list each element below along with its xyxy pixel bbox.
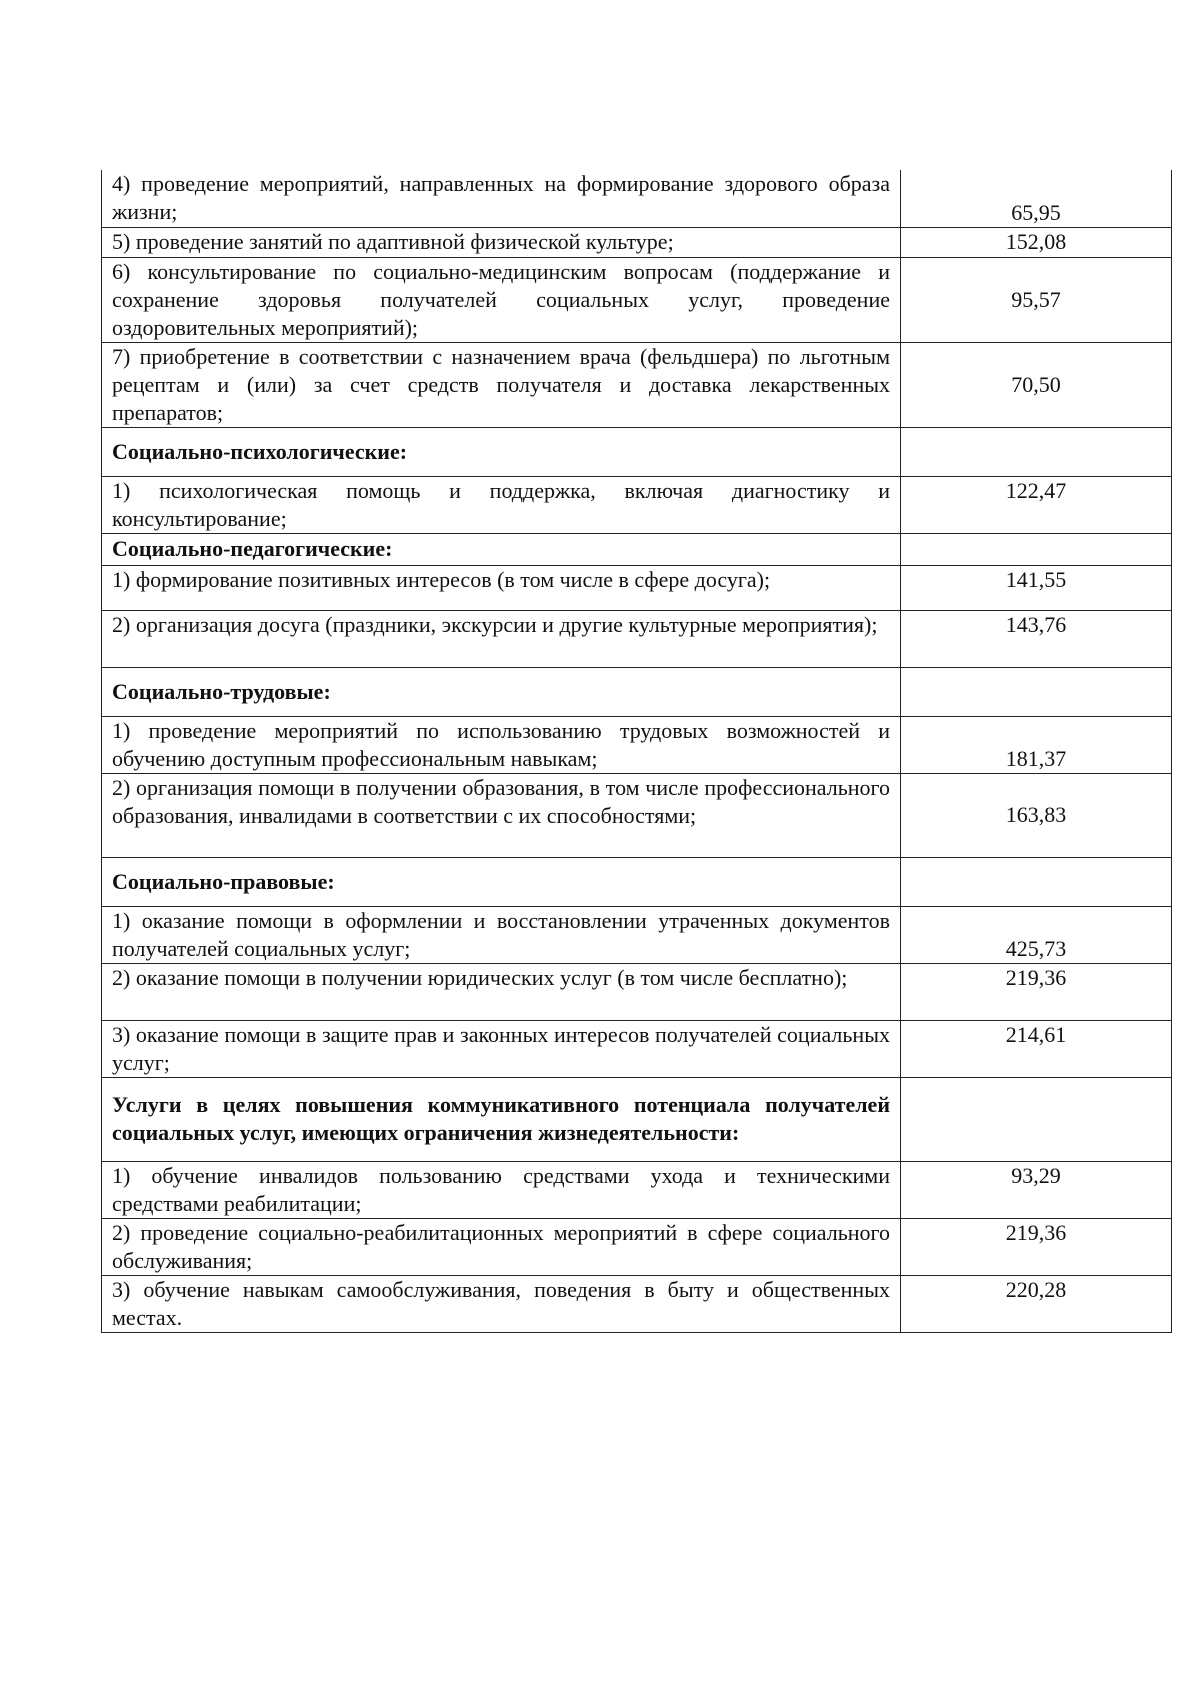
service-description: 1) обучение инвалидов пользованию средствами ухода и техническими средствами реабилитации; xyxy=(102,1161,901,1218)
service-price xyxy=(901,857,1172,906)
service-price: 214,61 xyxy=(901,1020,1172,1077)
service-price: 181,37 xyxy=(901,716,1172,773)
service-description: 3) обучение навыкам самообслуживания, поведения в быту и общественных местах. xyxy=(102,1275,901,1332)
category-title: Социально-психологические: xyxy=(102,427,901,476)
service-row xyxy=(102,773,1172,857)
service-price: 152,08 xyxy=(901,227,1172,257)
service-description: 4) проведение мероприятий, направленных на формирование здорового образа жизни; xyxy=(102,170,901,227)
service-row xyxy=(102,1218,1172,1275)
service-price: 122,47 xyxy=(901,476,1172,533)
service-price: 219,36 xyxy=(901,963,1172,1020)
service-row xyxy=(102,1020,1172,1077)
service-price: 425,73 xyxy=(901,906,1172,963)
service-row xyxy=(102,1275,1172,1332)
service-description: 1) формирование позитивных интересов (в том числе в сфере досуга); xyxy=(102,565,901,610)
service-row xyxy=(102,906,1172,963)
category-row xyxy=(102,857,1172,906)
service-description: 5) проведение занятий по адаптивной физической культуре; xyxy=(102,227,901,257)
service-description: 1) оказание помощи в оформлении и восстановлении утраченных документов получателей социальных услуг; xyxy=(102,906,901,963)
service-price: 141,55 xyxy=(901,565,1172,610)
service-description: 6) консультирование по социально-медицинским вопросам (поддержание и сохранение здоровья получателей социальных услуг, проведение оздоровительных мероприятий); xyxy=(102,257,901,342)
services-table-body xyxy=(102,170,1172,1332)
service-description: 1) проведение мероприятий по использованию трудовых возможностей и обучению доступным профессиональным навыкам; xyxy=(102,716,901,773)
service-price xyxy=(901,533,1172,565)
service-row xyxy=(102,716,1172,773)
category-row xyxy=(102,667,1172,716)
category-row xyxy=(102,533,1172,565)
service-price xyxy=(901,427,1172,476)
service-price: 93,29 xyxy=(901,1161,1172,1218)
services-price-table xyxy=(101,170,1172,1333)
service-row xyxy=(102,227,1172,257)
service-row xyxy=(102,476,1172,533)
service-price: 163,83 xyxy=(901,773,1172,857)
category-row xyxy=(102,427,1172,476)
service-row xyxy=(102,170,1172,227)
service-row xyxy=(102,1161,1172,1218)
service-price: 143,76 xyxy=(901,610,1172,667)
service-description: 2) оказание помощи в получении юридических услуг (в том числе бесплатно); xyxy=(102,963,901,1020)
service-price: 95,57 xyxy=(901,257,1172,342)
category-title: Социально-трудовые: xyxy=(102,667,901,716)
service-description: 1) психологическая помощь и поддержка, включая диагностику и консультирование; xyxy=(102,476,901,533)
service-description: 3) оказание помощи в защите прав и законных интересов получателей социальных услуг; xyxy=(102,1020,901,1077)
service-price: 65,95 xyxy=(901,170,1172,227)
service-price xyxy=(901,1077,1172,1161)
service-row xyxy=(102,565,1172,610)
service-row xyxy=(102,342,1172,427)
service-description: 2) организация помощи в получении образования, в том числе профессионального образования, инвалидами в соответствии с их способностями; xyxy=(102,773,901,857)
service-description: 2) проведение социально-реабилитационных мероприятий в сфере социального обслуживания; xyxy=(102,1218,901,1275)
service-price: 220,28 xyxy=(901,1275,1172,1332)
category-row xyxy=(102,1077,1172,1161)
category-title: Услуги в целях повышения коммуникативного потенциала получателей социальных услуг, имеющих ограничения жизнедеятельности: xyxy=(102,1077,901,1161)
category-title: Социально-педагогические: xyxy=(102,533,901,565)
service-row xyxy=(102,610,1172,667)
service-price: 219,36 xyxy=(901,1218,1172,1275)
service-row xyxy=(102,963,1172,1020)
service-description: 7) приобретение в соответствии с назначением врача (фельдшера) по льготным рецептам и (или) за счет средств получателя и доставка лекарственных препаратов; xyxy=(102,342,901,427)
service-description: 2) организация досуга (праздники, экскурсии и другие культурные мероприятия); xyxy=(102,610,901,667)
service-price: 70,50 xyxy=(901,342,1172,427)
service-row xyxy=(102,257,1172,342)
service-price xyxy=(901,667,1172,716)
category-title: Социально-правовые: xyxy=(102,857,901,906)
